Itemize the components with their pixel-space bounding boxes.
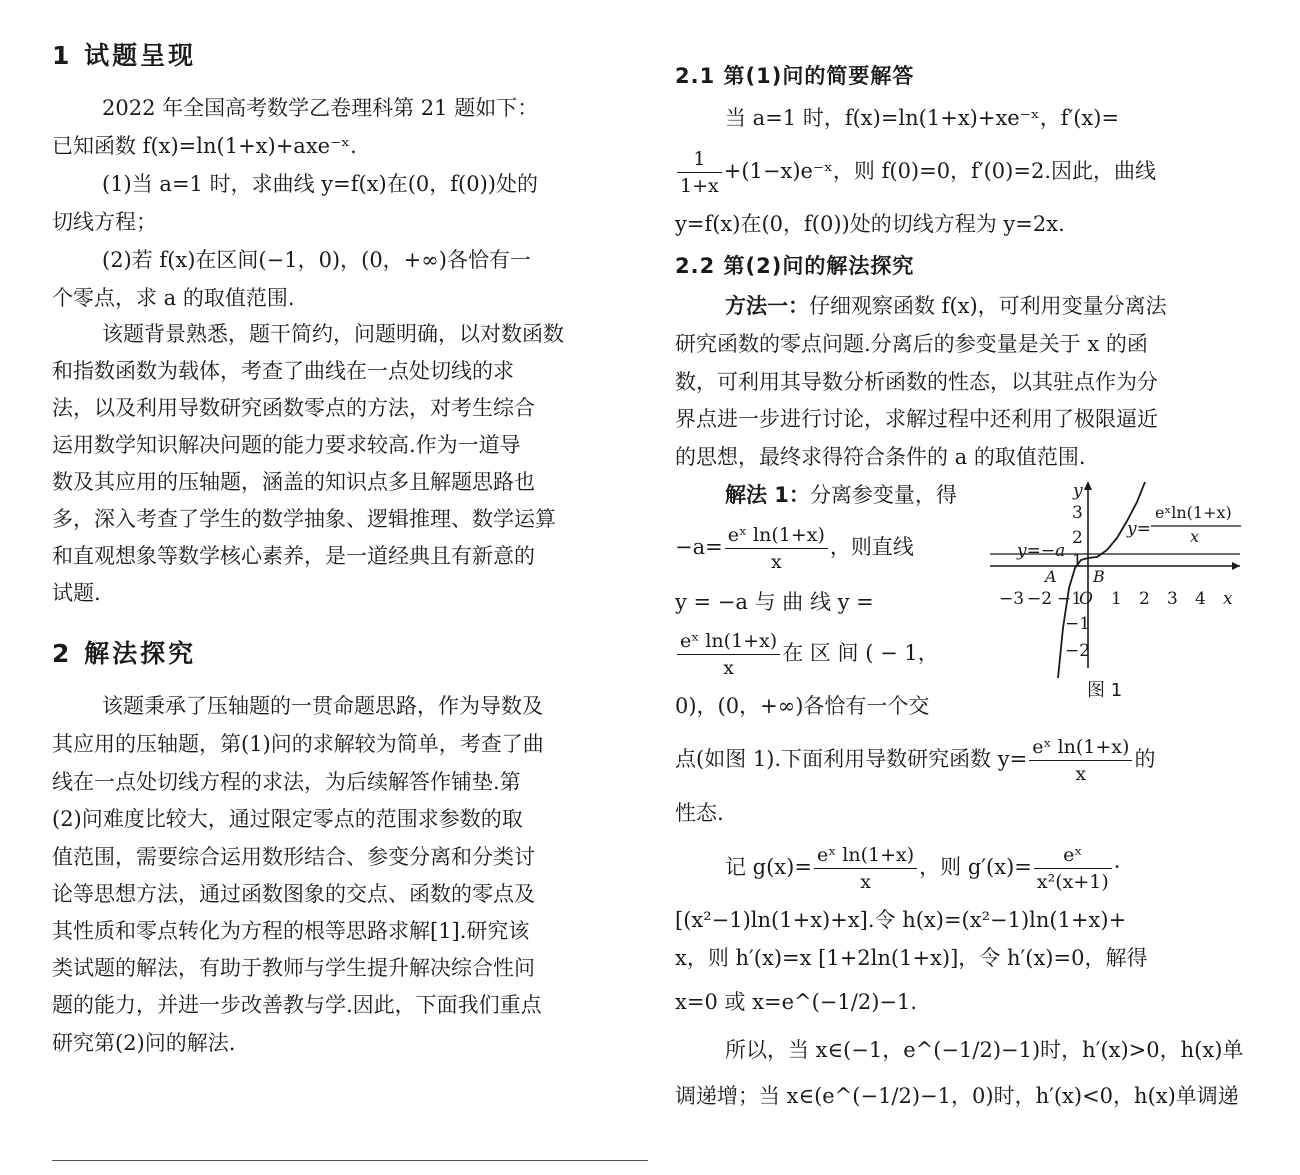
text-span: 的 [1134, 747, 1156, 771]
x-tick-label: −3 [999, 589, 1025, 609]
fraction-numerator: eˣ ln(1+x) [677, 628, 780, 655]
text-line: 类试题的解法，有助于教师与学生提升解决综合性问 [52, 956, 535, 980]
text-line: 当 a=1 时，f(x)=ln(1+x)+xe⁻ˣ，f′(x)= [725, 106, 1120, 130]
x-axis-label: x [1223, 589, 1233, 609]
fraction [1034, 842, 1112, 895]
text-line: 和直观想象等数学核心素养，是一道经典且有新意的 [52, 544, 535, 568]
fraction-numerator: eˣ ln(1+x) [1029, 734, 1132, 761]
text-line: 其性质和零点转化为方程的根等思路求解[1].研究该 [52, 919, 530, 943]
section-1-title: 1 试题呈现 [52, 41, 197, 70]
text-span: 仔细观察函数 f(x)，可利用变量分离法 [809, 294, 1167, 318]
text-line-with-fraction [675, 836, 1247, 898]
fraction [677, 146, 722, 199]
text-span: 记 g(x)= [725, 855, 812, 879]
y-tick-label: −2 [1065, 641, 1091, 661]
curve-label-prefix: y= [1127, 519, 1151, 539]
fraction-denominator: x [723, 657, 734, 679]
method-1-line [675, 288, 1247, 324]
fraction-denominator: 1+x [680, 175, 719, 197]
x-tick-label: −2 [1027, 589, 1053, 609]
text-line: 研究第(2)问的解法. [52, 1031, 236, 1055]
section-2-1-title: 2.1 第(1)问的简要解答 [675, 64, 915, 88]
fraction [677, 628, 780, 681]
text-line: 个零点，求 a 的取值范围. [52, 286, 295, 310]
text-line: 研究函数的零点问题.分离后的参变量是关于 x 的函 [675, 332, 1148, 356]
fraction-denominator: x²(x+1) [1036, 871, 1109, 893]
text-line: 试题. [52, 581, 101, 605]
x-axis-arrow-icon [1232, 562, 1240, 570]
fraction [814, 842, 917, 895]
text-line-with-fraction [675, 140, 1247, 202]
curve-label-denominator: x [1190, 527, 1200, 546]
fraction-numerator: 1 [677, 146, 722, 173]
point-a-label: A [1045, 567, 1057, 586]
function-graph [985, 478, 1245, 678]
fraction-denominator: x [770, 551, 782, 573]
fraction [1029, 734, 1132, 787]
curve-label-numerator: eˣln(1+x) [1155, 503, 1232, 522]
text-line: x，则 h′(x)=x [1+2ln(1+x)]，令 h′(x)=0，解得 [675, 946, 1148, 970]
x-tick-label: 3 [1167, 589, 1178, 609]
text-span: 分离参变量，得 [809, 483, 957, 507]
y-tick-label: 1 [1072, 551, 1083, 571]
x-tick-label: 4 [1195, 589, 1206, 609]
text-line: 值范围，需要综合运用数形结合、参变分离和分类讨 [52, 845, 535, 869]
section-2-title: 2 解法探究 [52, 639, 197, 668]
fraction-numerator: eˣ ln(1+x) [814, 842, 917, 869]
text-span: 在 区 间 ( − 1， [782, 641, 939, 665]
text-line: 数，可利用其导数分析函数的性态，以其驻点作为分 [675, 370, 1158, 394]
text-line: 运用数学知识解决问题的能力要求较高.作为一道导 [52, 433, 521, 457]
figure-1 [985, 478, 1245, 703]
text-line: (2)问难度比较大，通过限定零点的范围求参数的取 [52, 807, 523, 831]
text-line: 已知函数 f(x)=ln(1+x)+axe⁻ˣ. [52, 134, 357, 158]
text-line: y = −a 与 曲 线 y = [675, 590, 874, 614]
solution-label: 解法 1： [725, 483, 810, 507]
figure-caption: 图 1 [1087, 680, 1123, 701]
text-line: x=0 或 x=e^(−1/2)−1. [675, 990, 918, 1014]
text-line: 论等思想方法，通过函数图象的交点、函数的零点及 [52, 882, 535, 906]
y-tick-label: 2 [1072, 528, 1083, 548]
x-tick-label: −1 [1057, 589, 1083, 609]
text-line: 题的能力，并进一步改善教与学.因此，下面我们重点 [52, 993, 542, 1017]
text-span: −a= [675, 535, 723, 559]
text-span: +(1−x)e⁻ˣ，则 f(0)=0，f′(0)=2.因此，曲线 [723, 159, 1156, 183]
text-line: 切线方程； [52, 210, 157, 234]
fraction-numerator: eˣ [1034, 842, 1112, 869]
text-line: 该题秉承了压轴题的一贯命题思路，作为导数及 [102, 694, 543, 718]
y-axis-arrow-icon [1084, 481, 1092, 490]
text-span: · [1113, 855, 1121, 879]
text-line-with-fraction [675, 622, 975, 684]
text-line: 的思想，最终求得符合条件的 a 的取值范围. [675, 445, 1086, 469]
text-line: 多，深入考查了学生的数学抽象、逻辑推理、数学运算 [52, 507, 556, 531]
text-span: ，则直线 [829, 535, 914, 559]
text-line: (2)若 f(x)在区间(−1，0)，(0，+∞)各恰有一 [102, 248, 531, 272]
y-tick-label: 3 [1072, 503, 1083, 523]
text-line: 0)，(0，+∞)各恰有一个交 [675, 694, 930, 718]
text-span: ，则 g′(x)= [919, 855, 1032, 879]
y-axis-label: y [1073, 481, 1083, 501]
text-line: y=f(x)在(0，f(0))处的切线方程为 y=2x. [675, 212, 1065, 236]
text-line: (1)当 a=1 时，求曲线 y=f(x)在(0，f(0))处的 [102, 172, 538, 196]
text-line: 该题背景熟悉，题干简约，问题明确，以对数函数 [102, 322, 564, 346]
fraction-denominator: x [860, 871, 871, 893]
method-label: 方法一： [725, 294, 809, 318]
footnote-rule [52, 1160, 648, 1161]
text-line: 2022 年全国高考数学乙卷理科第 21 题如下： [102, 96, 539, 120]
text-line-with-fraction [675, 728, 1247, 790]
x-tick-label: 2 [1139, 589, 1150, 609]
text-line-with-fraction [675, 516, 975, 578]
y-tick-label: −1 [1065, 614, 1091, 634]
point-b-label: B [1093, 567, 1105, 586]
fraction-numerator: eˣ ln(1+x) [725, 522, 828, 549]
text-span: 点(如图 1).下面利用导数研究函数 y= [675, 747, 1028, 771]
text-line: [(x²−1)ln(1+x)+x].令 h(x)=(x²−1)ln(1+x)+ [675, 908, 1127, 932]
text-line: 法，以及利用导数研究函数零点的方法，对考生综合 [52, 396, 535, 420]
section-2-2-title: 2.2 第(2)问的解法探究 [675, 254, 915, 278]
text-line: 所以，当 x∈(−1，e^(−1/2)−1)时，h′(x)>0，h(x)单 [725, 1038, 1244, 1062]
text-line: 线在一点处切线方程的求法，为后续解答作铺垫.第 [52, 770, 521, 794]
fraction [725, 522, 828, 575]
text-line: 其应用的压轴题，第(1)问的求解较为简单，考查了曲 [52, 732, 544, 756]
solution-1-line [675, 477, 975, 513]
fraction-denominator: x [1075, 763, 1087, 785]
text-line: 性态. [675, 801, 724, 825]
x-tick-label: 1 [1111, 589, 1122, 609]
text-line: 界点进一步进行讨论，求解过程中还利用了极限逼近 [675, 407, 1158, 431]
text-line: 和指数函数为载体，考查了曲线在一点处切线的求 [52, 359, 514, 383]
origin-label: O [1079, 589, 1093, 609]
text-line: 数及其应用的压轴题，涵盖的知识点多且解题思路也 [52, 470, 535, 494]
line-label: y=−a [1017, 541, 1066, 561]
text-line: 调递增；当 x∈(e^(−1/2)−1，0)时，h′(x)<0，h(x)单调递 [675, 1084, 1239, 1108]
